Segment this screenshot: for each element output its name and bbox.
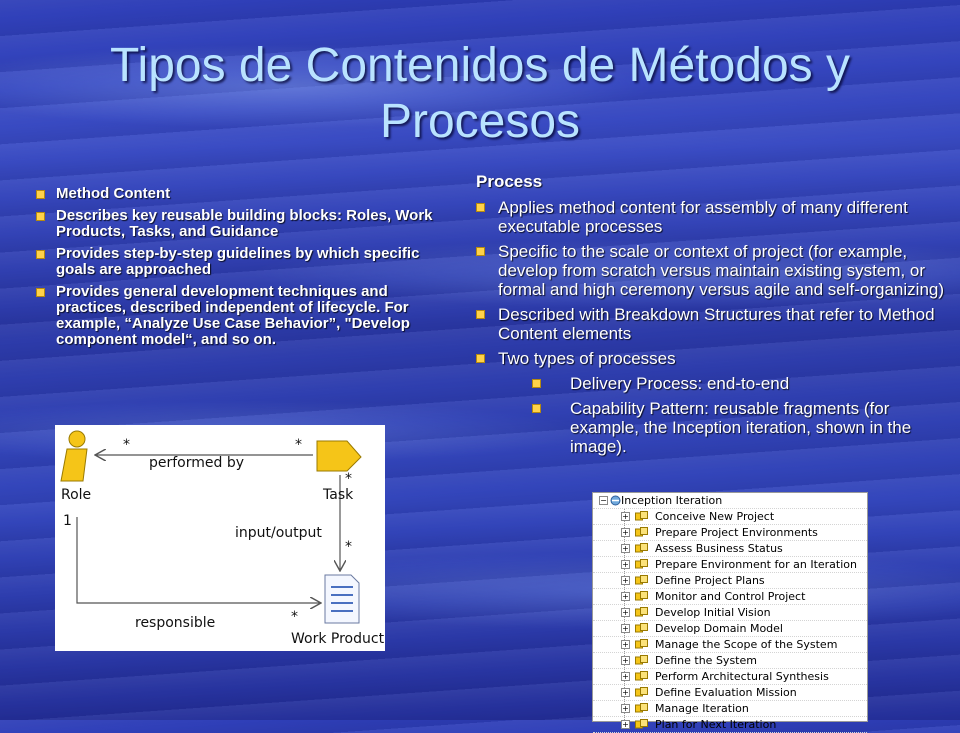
method-content-diagram (55, 425, 385, 651)
performed-by-label: performed by (149, 455, 245, 471)
activity-icon (635, 543, 648, 554)
square-bullet-icon (36, 212, 45, 221)
list-item: Specific to the scale or context of project (for example, develop from scratch versus maintain existing system, or formal and high ceremony versus agile and self-organizing) (476, 242, 946, 299)
activity-icon (635, 511, 648, 522)
inception-iteration-tree (592, 492, 868, 731)
list-item: Two types of processes (476, 349, 946, 368)
tree-item[interactable] (593, 525, 867, 541)
tree-item[interactable] (593, 605, 867, 621)
square-bullet-icon (532, 404, 541, 413)
tree-item-label: Prepare Environment for an Iteration (655, 558, 857, 571)
tree-children (593, 509, 867, 733)
role-icon (61, 431, 87, 481)
expand-icon[interactable]: + (622, 608, 629, 617)
activity-icon (635, 575, 648, 586)
expand-icon[interactable]: + (622, 704, 629, 713)
work-product-icon (325, 575, 359, 623)
input-output-label: input/output (235, 525, 322, 541)
responsible-label: responsible (135, 615, 216, 631)
multiplicity-star: * (291, 609, 298, 625)
slide-title: Tipos de Contenidos de Métodos y Procesos (110, 39, 850, 148)
tree-root[interactable] (593, 493, 867, 509)
activity-icon (635, 703, 648, 714)
tree-item-label: Develop Domain Model (655, 622, 783, 635)
sub-list-item: Delivery Process: end-to-end (476, 374, 946, 393)
list-item: Describes key reusable building blocks: Roles, Work Products, Tasks, and Guidance (36, 208, 456, 240)
activity-icon (635, 719, 648, 730)
expand-icon[interactable]: + (622, 720, 629, 729)
tree-item[interactable] (593, 685, 867, 701)
process-list (476, 198, 946, 456)
square-bullet-icon (476, 354, 485, 363)
multiplicity-star: * (295, 437, 302, 453)
activity-icon (635, 591, 648, 602)
tree-item[interactable] (593, 589, 867, 605)
collapse-icon[interactable]: − (600, 496, 607, 505)
list-item: Provides step-by-step guidelines by which specific goals are approached (36, 246, 456, 278)
square-bullet-icon (476, 203, 485, 212)
expand-icon[interactable]: + (622, 624, 629, 633)
activity-icon (635, 527, 648, 538)
square-bullet-icon (532, 379, 541, 388)
tree-item-label: Define the System (655, 654, 757, 667)
tree-item-label: Conceive New Project (655, 510, 775, 523)
tree-item[interactable] (593, 621, 867, 637)
square-bullet-icon (476, 247, 485, 256)
activity-icon (635, 655, 648, 666)
task-label: Task (323, 487, 354, 503)
tree-item[interactable] (593, 669, 867, 685)
activity-icon (635, 559, 648, 570)
activity-icon (635, 639, 648, 650)
square-bullet-icon (36, 250, 45, 259)
expand-icon[interactable]: + (622, 544, 629, 553)
expand-icon[interactable]: + (622, 576, 629, 585)
tree-item[interactable] (593, 637, 867, 653)
tree-item[interactable] (593, 653, 867, 669)
expand-icon[interactable]: + (622, 656, 629, 665)
multiplicity-one: 1 (63, 513, 72, 529)
tree-item[interactable] (593, 717, 867, 733)
tree-item-label: Manage Iteration (655, 702, 749, 715)
task-icon (317, 441, 361, 471)
expand-icon[interactable]: + (622, 528, 629, 537)
tree-item-label: Define Project Plans (655, 574, 765, 587)
work-product-label: Work Product (291, 631, 385, 647)
tree-item[interactable] (593, 509, 867, 525)
process-column (476, 172, 946, 462)
tree-item[interactable] (593, 541, 867, 557)
process-heading: Process (476, 172, 543, 191)
role-label: Role (61, 487, 92, 503)
multiplicity-star: * (345, 471, 352, 487)
tree-item-label: Monitor and Control Project (655, 590, 806, 603)
tree-item-label: Manage the Scope of the System (655, 638, 838, 651)
iteration-icon (609, 495, 622, 506)
square-bullet-icon (36, 190, 45, 199)
expand-icon[interactable]: + (622, 560, 629, 569)
tree-item-label: Define Evaluation Mission (655, 686, 797, 699)
list-item: Applies method content for assembly of many different executable processes (476, 198, 946, 236)
tree-item[interactable] (593, 557, 867, 573)
activity-icon (635, 671, 648, 682)
tree-item-label: Develop Initial Vision (655, 606, 771, 619)
method-content-list (36, 186, 456, 348)
square-bullet-icon (476, 310, 485, 319)
tree-item-label: Perform Architectural Synthesis (655, 670, 829, 683)
list-item: Method Content (36, 186, 456, 202)
tree-item-label: Plan for Next Iteration (655, 718, 777, 731)
tree-item-label: Assess Business Status (655, 542, 783, 555)
activity-icon (635, 607, 648, 618)
multiplicity-star: * (345, 539, 352, 555)
tree-root-label: Inception Iteration (621, 494, 723, 507)
expand-icon[interactable]: + (622, 640, 629, 649)
method-content-column (36, 186, 456, 354)
list-item: Described with Breakdown Structures that refer to Method Content elements (476, 305, 946, 343)
activity-icon (635, 687, 648, 698)
activity-icon (635, 623, 648, 634)
tree-item[interactable] (593, 573, 867, 589)
tree-item[interactable] (593, 701, 867, 717)
expand-icon[interactable]: + (622, 512, 629, 521)
list-item: Provides general development techniques and practices, described independent of lifecycle. For example, “Analyze Use Case Behavior”, "Develop component model“, and so on. (36, 284, 456, 348)
tree-item-label: Prepare Project Environments (655, 526, 818, 539)
expand-icon[interactable]: + (622, 592, 629, 601)
sub-list-item: Capability Pattern: reusable fragments (for example, the Inception iteration, shown in the image). (476, 399, 946, 456)
square-bullet-icon (36, 288, 45, 297)
multiplicity-star: * (123, 437, 130, 453)
expand-icon[interactable]: + (622, 688, 629, 697)
expand-icon[interactable]: + (622, 672, 629, 681)
